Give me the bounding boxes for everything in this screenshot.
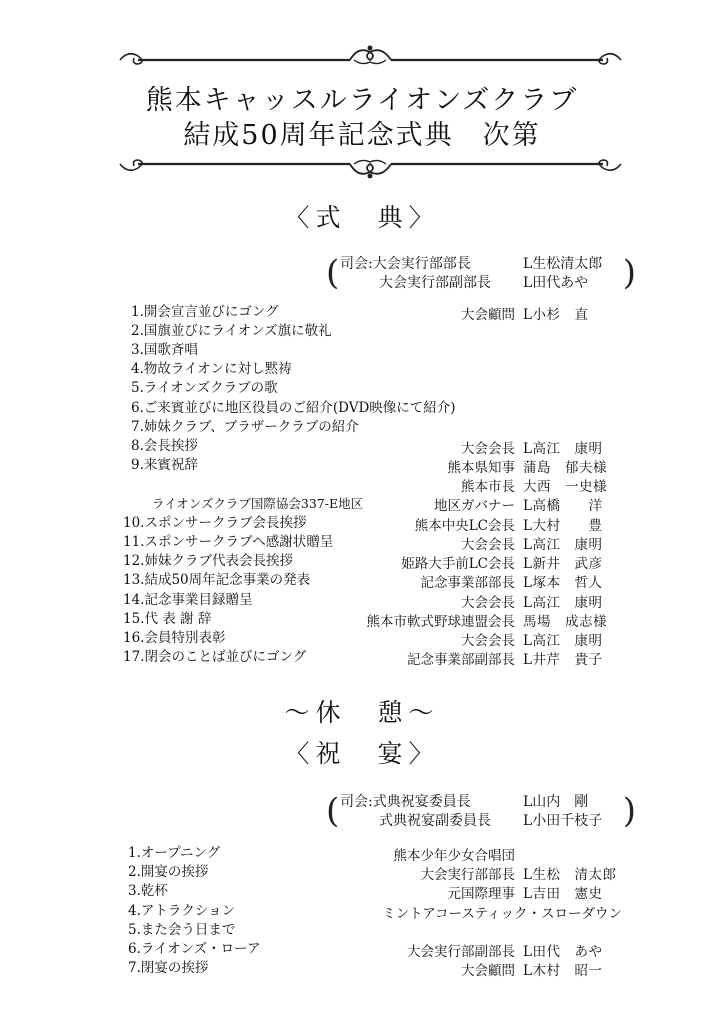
program-item: 16.会員特別表彰 bbox=[123, 630, 226, 646]
banquet-mc-block bbox=[326, 791, 636, 833]
program-role: 記念事業部部長 bbox=[420, 575, 515, 591]
program-role: 地区ガバナー bbox=[434, 498, 515, 514]
program-role: 大会会長 bbox=[461, 537, 515, 553]
program-item: 17.閉会のことば並びにゴング bbox=[123, 649, 307, 665]
program-person: L吉田 憲史 bbox=[523, 886, 603, 902]
close-paren: ) bbox=[622, 791, 636, 831]
program-person: L高江 康明 bbox=[523, 441, 603, 457]
program-item: 12.姉妹クラブ代表会長挨拶 bbox=[123, 553, 293, 569]
program-person: L新井 武彦 bbox=[523, 556, 603, 572]
mc-name: L山内 剛 bbox=[523, 794, 589, 810]
program-role: 大会会長 bbox=[461, 633, 515, 649]
bottom-ornament-divider bbox=[118, 156, 623, 182]
program-person: L高江 康明 bbox=[523, 595, 603, 611]
program-role: 姫路大手前LC会長 bbox=[401, 556, 515, 572]
program-person: L井芹 貴子 bbox=[523, 652, 603, 668]
program-item: 5.ライオンズクラブの歌 bbox=[131, 380, 278, 396]
program-item: 1.開会宣言並びにゴング bbox=[131, 304, 279, 320]
program-item: 9.来賓祝辞 bbox=[131, 457, 198, 473]
program-role: 記念事業部副部長 bbox=[407, 652, 515, 668]
program-item: 4.物故ライオンに対し黙祷 bbox=[131, 361, 292, 377]
program-item: 2.国旗並びにライオンズ旗に敬礼 bbox=[131, 323, 332, 339]
program-person: L大村 豊 bbox=[523, 518, 603, 534]
program-role: 熊本市軟式野球連盟会長 bbox=[366, 614, 515, 630]
program-item: 8.会長挨拶 bbox=[131, 438, 198, 454]
open-paren: ( bbox=[326, 791, 340, 831]
mc-role: 大会実行部副部長 bbox=[379, 275, 491, 291]
program-person: L田代 あや bbox=[523, 944, 603, 960]
document-title-line1: 熊本キャッスルライオンズクラブ bbox=[145, 85, 579, 116]
program-person: L生松 清太郎 bbox=[523, 867, 617, 883]
program-role: 大会会長 bbox=[461, 595, 515, 611]
program-item: 6.ご来賓並びに地区役員のご紹介(DVD映像にて紹介) bbox=[131, 400, 456, 416]
close-paren: ) bbox=[622, 253, 636, 293]
document-title-line2: 結成50周年記念式典 次第 bbox=[183, 120, 541, 151]
program-item: 6.ライオンズ・ローア bbox=[128, 941, 261, 957]
program-item: 3.国歌斉唱 bbox=[131, 342, 198, 358]
break-heading: 〜休 憩〜 bbox=[284, 698, 440, 727]
program-item: 4.アトラクション bbox=[128, 903, 236, 919]
program-person: L高江 康明 bbox=[523, 537, 603, 553]
program-person: L小杉 直 bbox=[523, 307, 589, 323]
program-item: 5.また会う日まで bbox=[128, 922, 236, 938]
program-item: 13.結成50周年記念事業の発表 bbox=[123, 572, 311, 588]
program-role: 熊本少年少女合唱団 bbox=[393, 848, 515, 864]
program-role: ミントアコースティック・スローダウン bbox=[382, 906, 622, 922]
program-role: 大会会長 bbox=[461, 441, 515, 457]
program-item: 14.記念事業目録贈呈 bbox=[123, 592, 253, 608]
program-item: 10.スポンサークラブ会長挨拶 bbox=[123, 515, 307, 531]
program-person: L塚本 哲人 bbox=[523, 575, 603, 591]
program-role: 元国際理事 bbox=[447, 886, 515, 902]
program-role: 大会実行部副部長 bbox=[407, 944, 515, 960]
program-person: L高江 康明 bbox=[523, 633, 603, 649]
program-role: 大会顧問 bbox=[461, 963, 515, 979]
program-person: L高橋 洋 bbox=[523, 498, 603, 514]
program-person: 大西 一史様 bbox=[523, 479, 607, 495]
program-person: 蒲島 郁夫様 bbox=[523, 460, 607, 476]
program-item: ライオンズクラブ国際協会337-E地区 bbox=[152, 496, 364, 511]
program-role: 大会実行部部長 bbox=[420, 867, 515, 883]
program-role: 熊本市長 bbox=[461, 479, 515, 495]
program-person: 馬場 成志様 bbox=[523, 614, 607, 630]
program-person: L木村 昭一 bbox=[523, 963, 603, 979]
mc-name: L小田千枝子 bbox=[523, 813, 603, 829]
program-item: 15.代 表 謝 辞 bbox=[123, 611, 212, 627]
program-item: 1.オープニング bbox=[128, 845, 221, 861]
program-role: 熊本県知事 bbox=[447, 460, 515, 476]
ceremony-mc-block bbox=[326, 253, 636, 295]
mc-role: 司会:大会実行部部長 bbox=[340, 256, 471, 272]
program-role: 熊本中央LC会長 bbox=[414, 518, 515, 534]
program-item: 7.閉宴の挨拶 bbox=[128, 960, 209, 976]
top-ornament-divider bbox=[118, 42, 623, 68]
mc-name: L生松清太郎 bbox=[523, 256, 603, 272]
ceremony-heading: 〈式 典〉 bbox=[284, 203, 440, 232]
mc-role: 式典祝宴副委員長 bbox=[379, 813, 491, 829]
program-item: 3.乾杯 bbox=[128, 883, 168, 899]
mc-role: 司会:式典祝宴委員長 bbox=[340, 794, 471, 810]
open-paren: ( bbox=[326, 253, 340, 293]
program-role: 大会顧問 bbox=[461, 307, 515, 323]
program-item: 11.スポンサークラブへ感謝状贈呈 bbox=[123, 534, 334, 550]
program-item: 2.開宴の挨拶 bbox=[128, 864, 209, 880]
banquet-heading: 〈祝 宴〉 bbox=[284, 739, 440, 768]
program-item: 7.姉妹クラブ、ブラザークラブの紹介 bbox=[131, 419, 359, 435]
mc-name: L田代あや bbox=[523, 275, 589, 291]
